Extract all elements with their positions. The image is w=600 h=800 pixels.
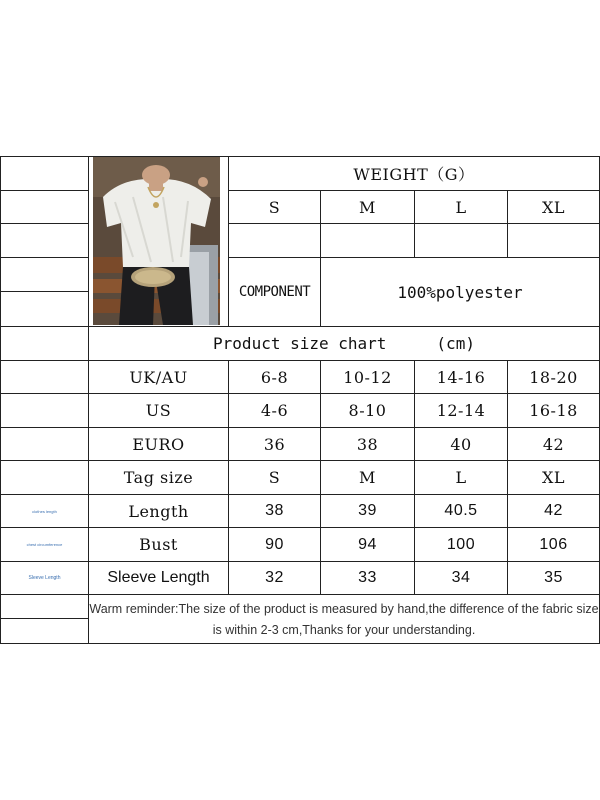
table-cell: 4-6 bbox=[260, 401, 289, 420]
side-note-length: clothes length bbox=[32, 508, 57, 514]
table-cell: 32 bbox=[265, 569, 284, 586]
product-photo bbox=[93, 157, 220, 325]
row-label-ukau: UK/AU bbox=[129, 367, 188, 387]
component-value: 100%polyester bbox=[397, 282, 523, 302]
size-chart-sheet bbox=[0, 156, 600, 644]
side-note-sleeve: Sleeve Length bbox=[28, 575, 61, 581]
table-cell: 35 bbox=[544, 569, 563, 586]
table-cell: 10-12 bbox=[343, 367, 392, 387]
table-cell: 100 bbox=[446, 535, 476, 553]
side-note-bust: chest circumference bbox=[26, 542, 63, 547]
chart-unit: (cm) bbox=[436, 334, 475, 353]
row-label-length: Length bbox=[128, 501, 189, 521]
table-cell: 94 bbox=[358, 535, 377, 553]
warm-reminder: Warm reminder:The size of the product is measured by hand,the difference of the fabric size is within 2-3 cm,Thanks for your understanding. bbox=[89, 602, 599, 637]
table-cell: 6-8 bbox=[260, 367, 289, 387]
table-cell: 33 bbox=[358, 569, 377, 586]
table-cell: 42 bbox=[542, 434, 565, 454]
table-cell: 36 bbox=[263, 434, 286, 454]
table-cell: 34 bbox=[451, 569, 471, 586]
weight-size-l: L bbox=[455, 197, 467, 217]
row-label-sleeve-length: Sleeve Length bbox=[107, 569, 210, 586]
table-cell: 39 bbox=[358, 502, 377, 519]
table-cell: 38 bbox=[265, 502, 284, 519]
table-cell: S bbox=[268, 468, 281, 487]
table-cell: 14-16 bbox=[436, 367, 486, 387]
row-label-bust: Bust bbox=[139, 535, 178, 554]
table-cell: 106 bbox=[539, 535, 568, 553]
table-cell: 40 bbox=[450, 434, 472, 454]
table-cell: 16-18 bbox=[529, 401, 578, 420]
weight-size-xl: XL bbox=[541, 197, 565, 217]
table-cell: 42 bbox=[544, 502, 563, 519]
table-cell: M bbox=[359, 468, 376, 487]
table-cell: L bbox=[455, 468, 467, 487]
table-cell: XL bbox=[541, 468, 565, 487]
row-label-tag-size: Tag size bbox=[123, 468, 194, 487]
table-cell: 12-14 bbox=[436, 401, 486, 420]
component-label: COMPONENT bbox=[238, 284, 311, 300]
table-cell: 8-10 bbox=[348, 401, 387, 420]
chart-title-row bbox=[89, 327, 599, 360]
row-label-euro: EURO bbox=[132, 434, 185, 454]
row-label-us: US bbox=[145, 401, 172, 420]
table-cell: 90 bbox=[265, 535, 284, 553]
chart-title: Product size chart bbox=[213, 334, 387, 353]
table-cell: 38 bbox=[356, 434, 379, 454]
table-cell: 18-20 bbox=[529, 367, 578, 387]
table-cell: 40.5 bbox=[444, 502, 478, 519]
weight-label: WEIGHT（G） bbox=[353, 165, 475, 184]
weight-size-s: S bbox=[268, 197, 281, 217]
weight-size-m: M bbox=[359, 197, 376, 217]
